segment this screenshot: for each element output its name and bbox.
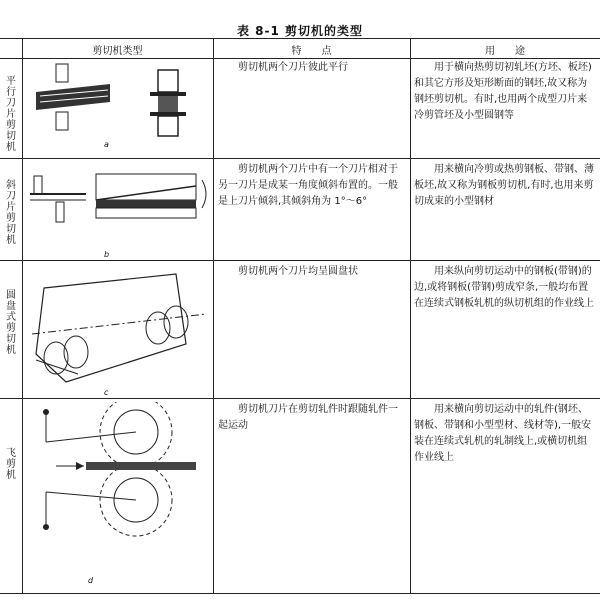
header-feature: 特 点 [291, 46, 332, 57]
row-feature: 剪切机刀片在剪切轧件时跟随轧件一起运动 [218, 404, 398, 431]
row-type-label: 圆盘式剪切机 [6, 290, 16, 356]
header-use: 用 途 [485, 46, 525, 57]
figure-label: b [104, 250, 110, 259]
parallel-blade-diagram [30, 62, 210, 158]
inclined-blade-diagram [26, 162, 212, 252]
row-type-label: 平行刀片剪切机 [6, 76, 16, 153]
row-type-label: 飞剪机 [6, 448, 16, 481]
row-feature: 剪切机两个刀片中有一个刀片相对于另一刀片是成某一角度倾斜布置的。一般是上刀片倾斜,其倾斜角为 1°～6° [218, 164, 398, 207]
disc-shear-diagram [26, 264, 212, 394]
row-use: 用来横向剪切运动中的轧件(钢坯、钢板、带钢和小型型材、线材等),一般安装在连续式轧机的轧制线上,或横切机组作业线上 [414, 404, 592, 463]
figure-label: c [104, 388, 109, 397]
row-use: 用来纵向剪切运动中的钢板(带钢)的边,或将钢板(带钢)剪成窄条,一般均布置在连续式钢板轧机的纵切机组的作业线上 [414, 266, 594, 309]
row-feature: 剪切机两个刀片均呈圆盘状 [238, 266, 358, 277]
flying-shear-diagram [26, 402, 212, 582]
table-title: 表 8-1 剪切机的类型 [236, 24, 364, 38]
row-feature: 剪切机两个刀片彼此平行 [238, 62, 348, 73]
row-use: 用来横向冷剪或热剪钢板、带钢、薄板坯,故又称为钢板剪切机,有时,也用来剪切成束的小型钢材 [414, 164, 594, 207]
figure-label: a [104, 140, 109, 149]
row-use: 用于横向热剪切初轧坯(方坯、板坯)和其它方形及矩形断面的钢坯,故又称为钢坯剪切机。有时,也用两个成型刀片来冷剪管坯及小型圆钢等 [414, 62, 592, 121]
row-type-label: 斜刀片剪切机 [6, 180, 16, 246]
header-type: 剪切机类型 [92, 46, 143, 57]
figure-label: d [88, 576, 94, 585]
shear-types-table [0, 38, 600, 594]
